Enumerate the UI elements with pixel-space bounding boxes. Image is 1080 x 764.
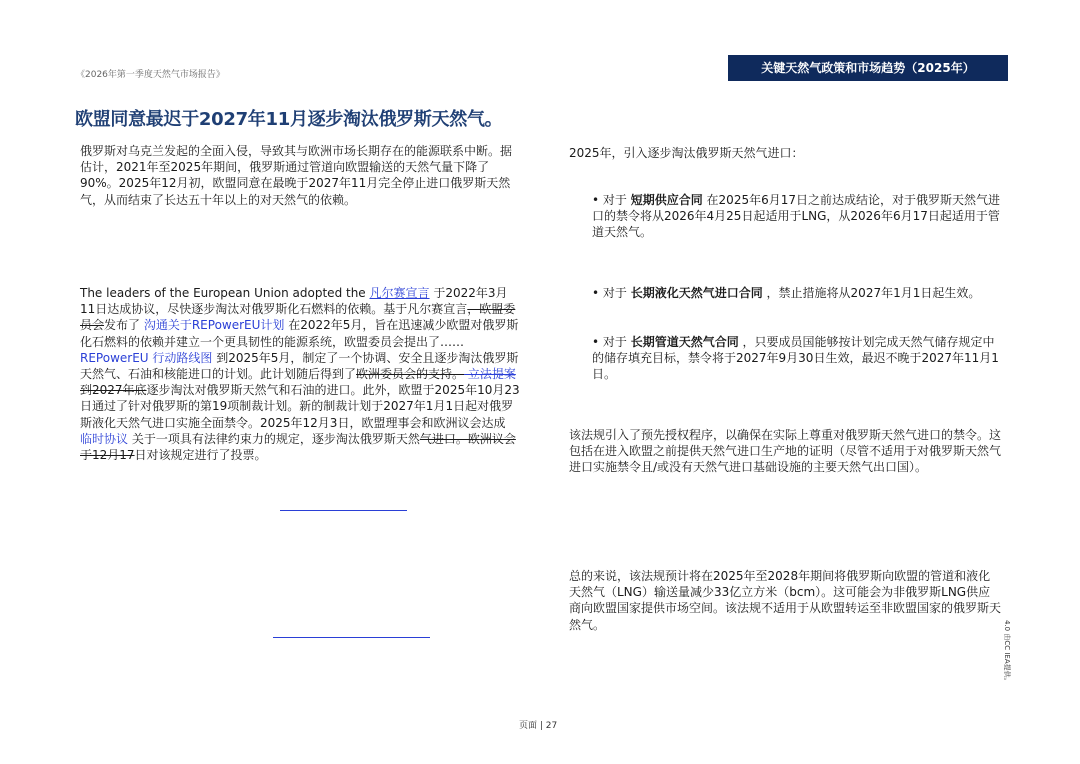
repowereu-communication-link[interactable]: 沟通关于REPowerEU计划 bbox=[143, 318, 285, 333]
text-run: The leaders of the European Union adopted the bbox=[80, 286, 370, 300]
bullet-term: 长期管道天然气合同 bbox=[630, 335, 739, 349]
license-note: 4.0 由CC IEA提供。 bbox=[1003, 620, 1011, 685]
struck-text: ，欧盟委员会 bbox=[80, 302, 516, 333]
bullet-prefix: • 对于 bbox=[592, 335, 631, 349]
bullet-long-term-pipeline bbox=[592, 334, 1002, 383]
bullet-long-term-lng bbox=[592, 285, 1002, 301]
bullet-term: 长期液化天然气进口合同 bbox=[630, 286, 763, 300]
repowereu-roadmap-link[interactable]: REPowerEU 行动路线图 bbox=[80, 350, 213, 365]
authorisation-paragraph: 该法规引入了预先授权程序，以确保在实际上尊重对俄罗斯天然气进口的禁令。这包括在进入欧盟之前提供天然气进口生产地的证明（尽管不适用于对俄罗斯天然气进口实施禁令且/或没有天然气进口基础设施的主要天然气出口国）。 bbox=[569, 428, 1002, 475]
policy-history-paragraph bbox=[80, 285, 520, 463]
bullet-short-term-contracts bbox=[592, 192, 1002, 241]
page-number: 页面 | 27 bbox=[519, 721, 558, 731]
versailles-declaration-link[interactable]: 凡尔赛宣言 bbox=[369, 286, 430, 300]
text-run: 关于一项具有法律约束力的规定，逐步淘汰俄罗斯天然 bbox=[128, 431, 420, 446]
report-title: 《2026年第一季度天然气市场报告》 bbox=[76, 70, 225, 80]
bullet-prefix: • 对于 bbox=[592, 286, 631, 300]
provisional-agreement-link[interactable]: 临时协议 bbox=[80, 431, 129, 446]
bullet-text: ，只要成员国能够按计划完成天然气储存规定中的储存填充目标，禁令将于2027年9月30日生效，最迟不晚于2027年11月1日。 bbox=[592, 335, 999, 382]
page-headline: 欧盟同意最迟于2027年11月逐步淘汰俄罗斯天然气。 bbox=[75, 109, 503, 130]
bullet-text: ，禁止措施将从2027年1月1日起生效。 bbox=[762, 286, 981, 300]
struck-text: 欧洲委员会的支持。 bbox=[356, 367, 465, 382]
text-run: 于2022年3月11日达成协议，尽快逐步淘汰对俄罗斯化石燃料的依赖。基于凡尔赛宣言 bbox=[80, 286, 508, 317]
struck-text: 到2027年底 bbox=[80, 383, 147, 398]
bullet-term: 短期供应合同 bbox=[630, 193, 703, 207]
link-underline-rule bbox=[280, 510, 407, 511]
section-banner: 关键天然气政策和市场趋势（2025年） bbox=[728, 55, 1008, 81]
link-underline-rule bbox=[273, 637, 430, 638]
bullet-text: 在2025年6月17日之前达成结论，对于俄罗斯天然气进口的禁令将从2026年4月25日起适用于LNG，从2026年6月17日起适用于管道天然气。 bbox=[592, 193, 1000, 240]
struck-text: 气进口。欧洲议会于12月17 bbox=[80, 431, 516, 463]
intro-paragraph: 俄罗斯对乌克兰发起的全面入侵，导致其与欧洲市场长期存在的能源联系中断。据估计，2021年至2025年期间，俄罗斯通过管道向欧盟输送的天然气量下降了90%。2025年12月初，欧盟同意在最晚于2027年11月完全停止进口俄罗斯天然气，从而结束了长达五十年以上的对天然气的依赖。 bbox=[80, 144, 513, 207]
legislative-proposal-link[interactable]: 立法提案 bbox=[464, 367, 516, 382]
text-run: 逐步淘汰对俄罗斯天然气和石油的进口。此外，欧盟于2025年10月23日通过了针对俄罗斯的第19项制裁计划。新的制裁计划于2027年1月1日起对俄罗斯液化天然气进口实施全面禁令。2025年12月3日，欧盟理事会和欧洲议会达成 bbox=[80, 383, 520, 430]
phaseout-lead: 2025年，引入逐步淘汰俄罗斯天然气进口： bbox=[569, 146, 804, 160]
bullet-prefix: • 对于 bbox=[592, 193, 631, 207]
summary-paragraph: 总的来说，该法规预计将在2025年至2028年期间将俄罗斯向欧盟的管道和液化天然气（LNG）输送量减少33亿立方米（bcm）。这可能会为非俄罗斯LNG供应商向欧盟国家提供市场空间。该法规不适用于从欧盟转运至非欧盟国家的俄罗斯天然气。 bbox=[569, 569, 1002, 632]
text-run: 发布了 bbox=[104, 318, 144, 333]
text-run: 到2025年5月，制定了一个协调、安全且逐步淘汰俄罗斯天然气、石油和核能进口的计划。此计划随后得到了 bbox=[80, 350, 519, 382]
text-run: 在2022年5月，旨在迅速减少欧盟对俄罗斯化石燃料的依赖并建立一个更具韧性的能源系统，欧盟委员会提出了…… bbox=[80, 318, 519, 349]
text-run: 日对该规定进行了投票。 bbox=[134, 448, 267, 463]
